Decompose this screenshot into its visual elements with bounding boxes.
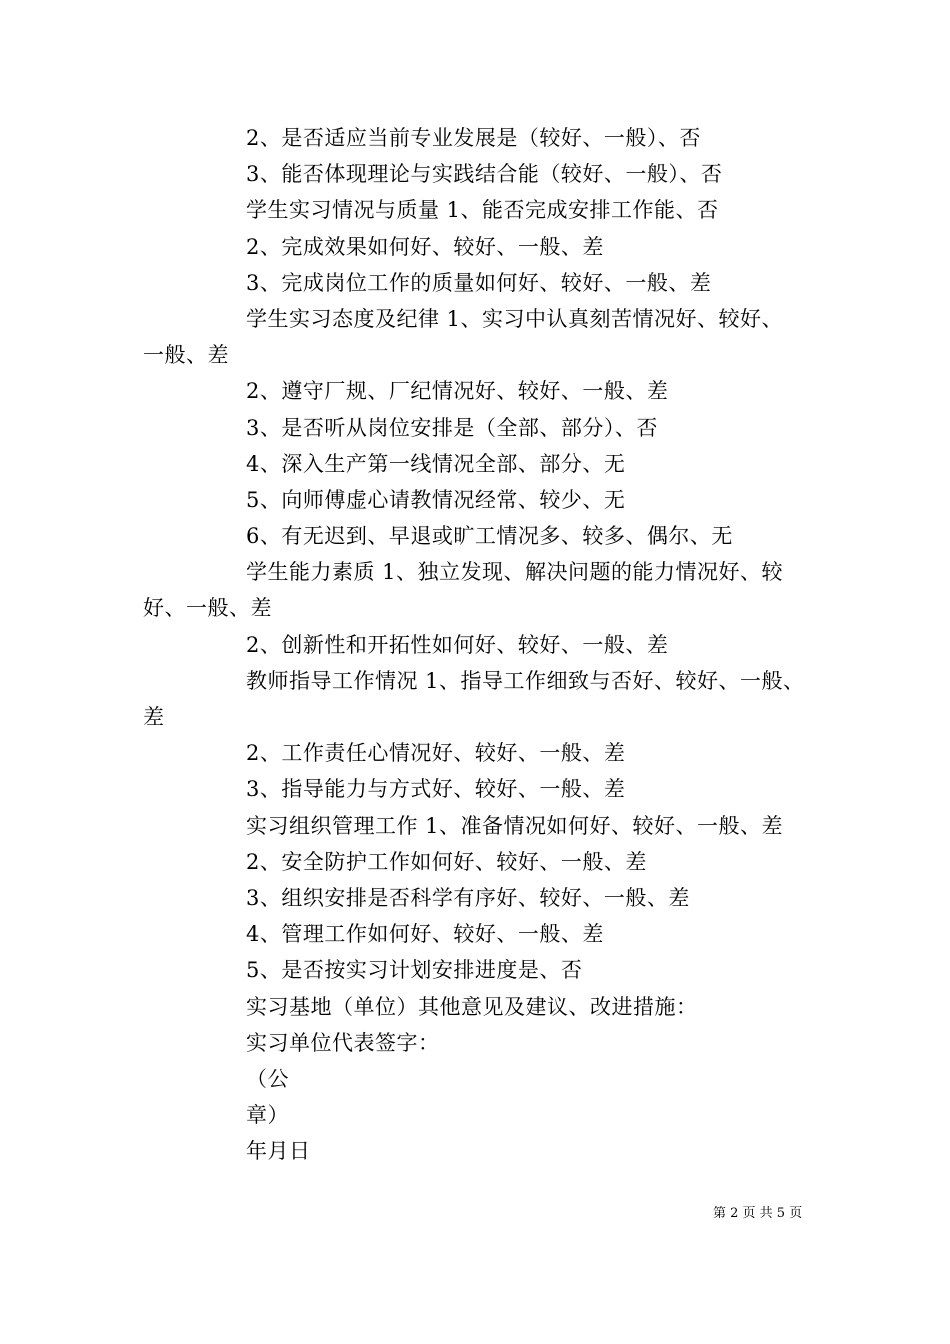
text-line: 学生实习态度及纪律 1、实习中认真刻苦情况好、较好、 (246, 306, 784, 331)
page-number: 第 2 页 共 5 页 (713, 1206, 803, 1221)
text-line: 2、是否适应当前专业发展是（较好、一般）、否 (246, 126, 701, 150)
text-line: 2、工作责任心情况好、较好、一般、差 (246, 741, 626, 766)
signature-label: 实习单位代表签字： (246, 1030, 440, 1055)
text-line: 2、创新性和开拓性如何好、较好、一般、差 (246, 632, 669, 657)
date-label: 年月日 (246, 1139, 311, 1164)
text-line: 5、向师傅虚心请教情况经常、较少、无 (246, 487, 626, 512)
text-line-continued: 一般、差 (143, 343, 229, 368)
text-line-continued: 好、一般、差 (143, 596, 272, 621)
text-line: 实习基地（单位）其他意见及建议、改进措施： (246, 994, 698, 1019)
text-line: 3、是否听从岗位安排是（全部、部分）、否 (246, 415, 658, 440)
text-line: 3、指导能力与方式好、较好、一般、差 (246, 777, 626, 802)
text-line: 6、有无迟到、早退或旷工情况多、较多、偶尔、无 (246, 524, 733, 549)
text-line: 3、完成岗位工作的质量如何好、较好、一般、差 (246, 270, 712, 295)
text-line: 4、深入生产第一线情况全部、部分、无 (246, 451, 626, 476)
text-line: 教师指导工作情况 1、指导工作细致与否好、较好、一般、 (246, 668, 805, 693)
text-line: 学生能力素质 1、独立发现、解决问题的能力情况好、较 (246, 560, 784, 585)
text-line-continued: 差 (143, 705, 165, 729)
seal-label-part2: 章） (246, 1103, 289, 1128)
text-line: 实习组织管理工作 1、准备情况如何好、较好、一般、差 (246, 813, 784, 838)
text-line: 5、是否按实习计划安排进度是、否 (246, 958, 583, 983)
text-line: 3、能否体现理论与实践结合能（较好、一般）、否 (246, 162, 723, 187)
text-line: 4、管理工作如何好、较好、一般、差 (246, 922, 604, 947)
document-body (143, 120, 825, 1169)
text-line: 2、遵守厂规、厂纪情况好、较好、一般、差 (246, 379, 669, 404)
text-line: 3、组织安排是否科学有序好、较好、一般、差 (246, 885, 690, 910)
text-line: 2、安全防护工作如何好、较好、一般、差 (246, 849, 647, 874)
seal-label-part1: （公 (246, 1066, 289, 1091)
text-line: 2、完成效果如何好、较好、一般、差 (246, 234, 604, 259)
text-line: 学生实习情况与质量 1、能否完成安排工作能、否 (246, 198, 719, 223)
